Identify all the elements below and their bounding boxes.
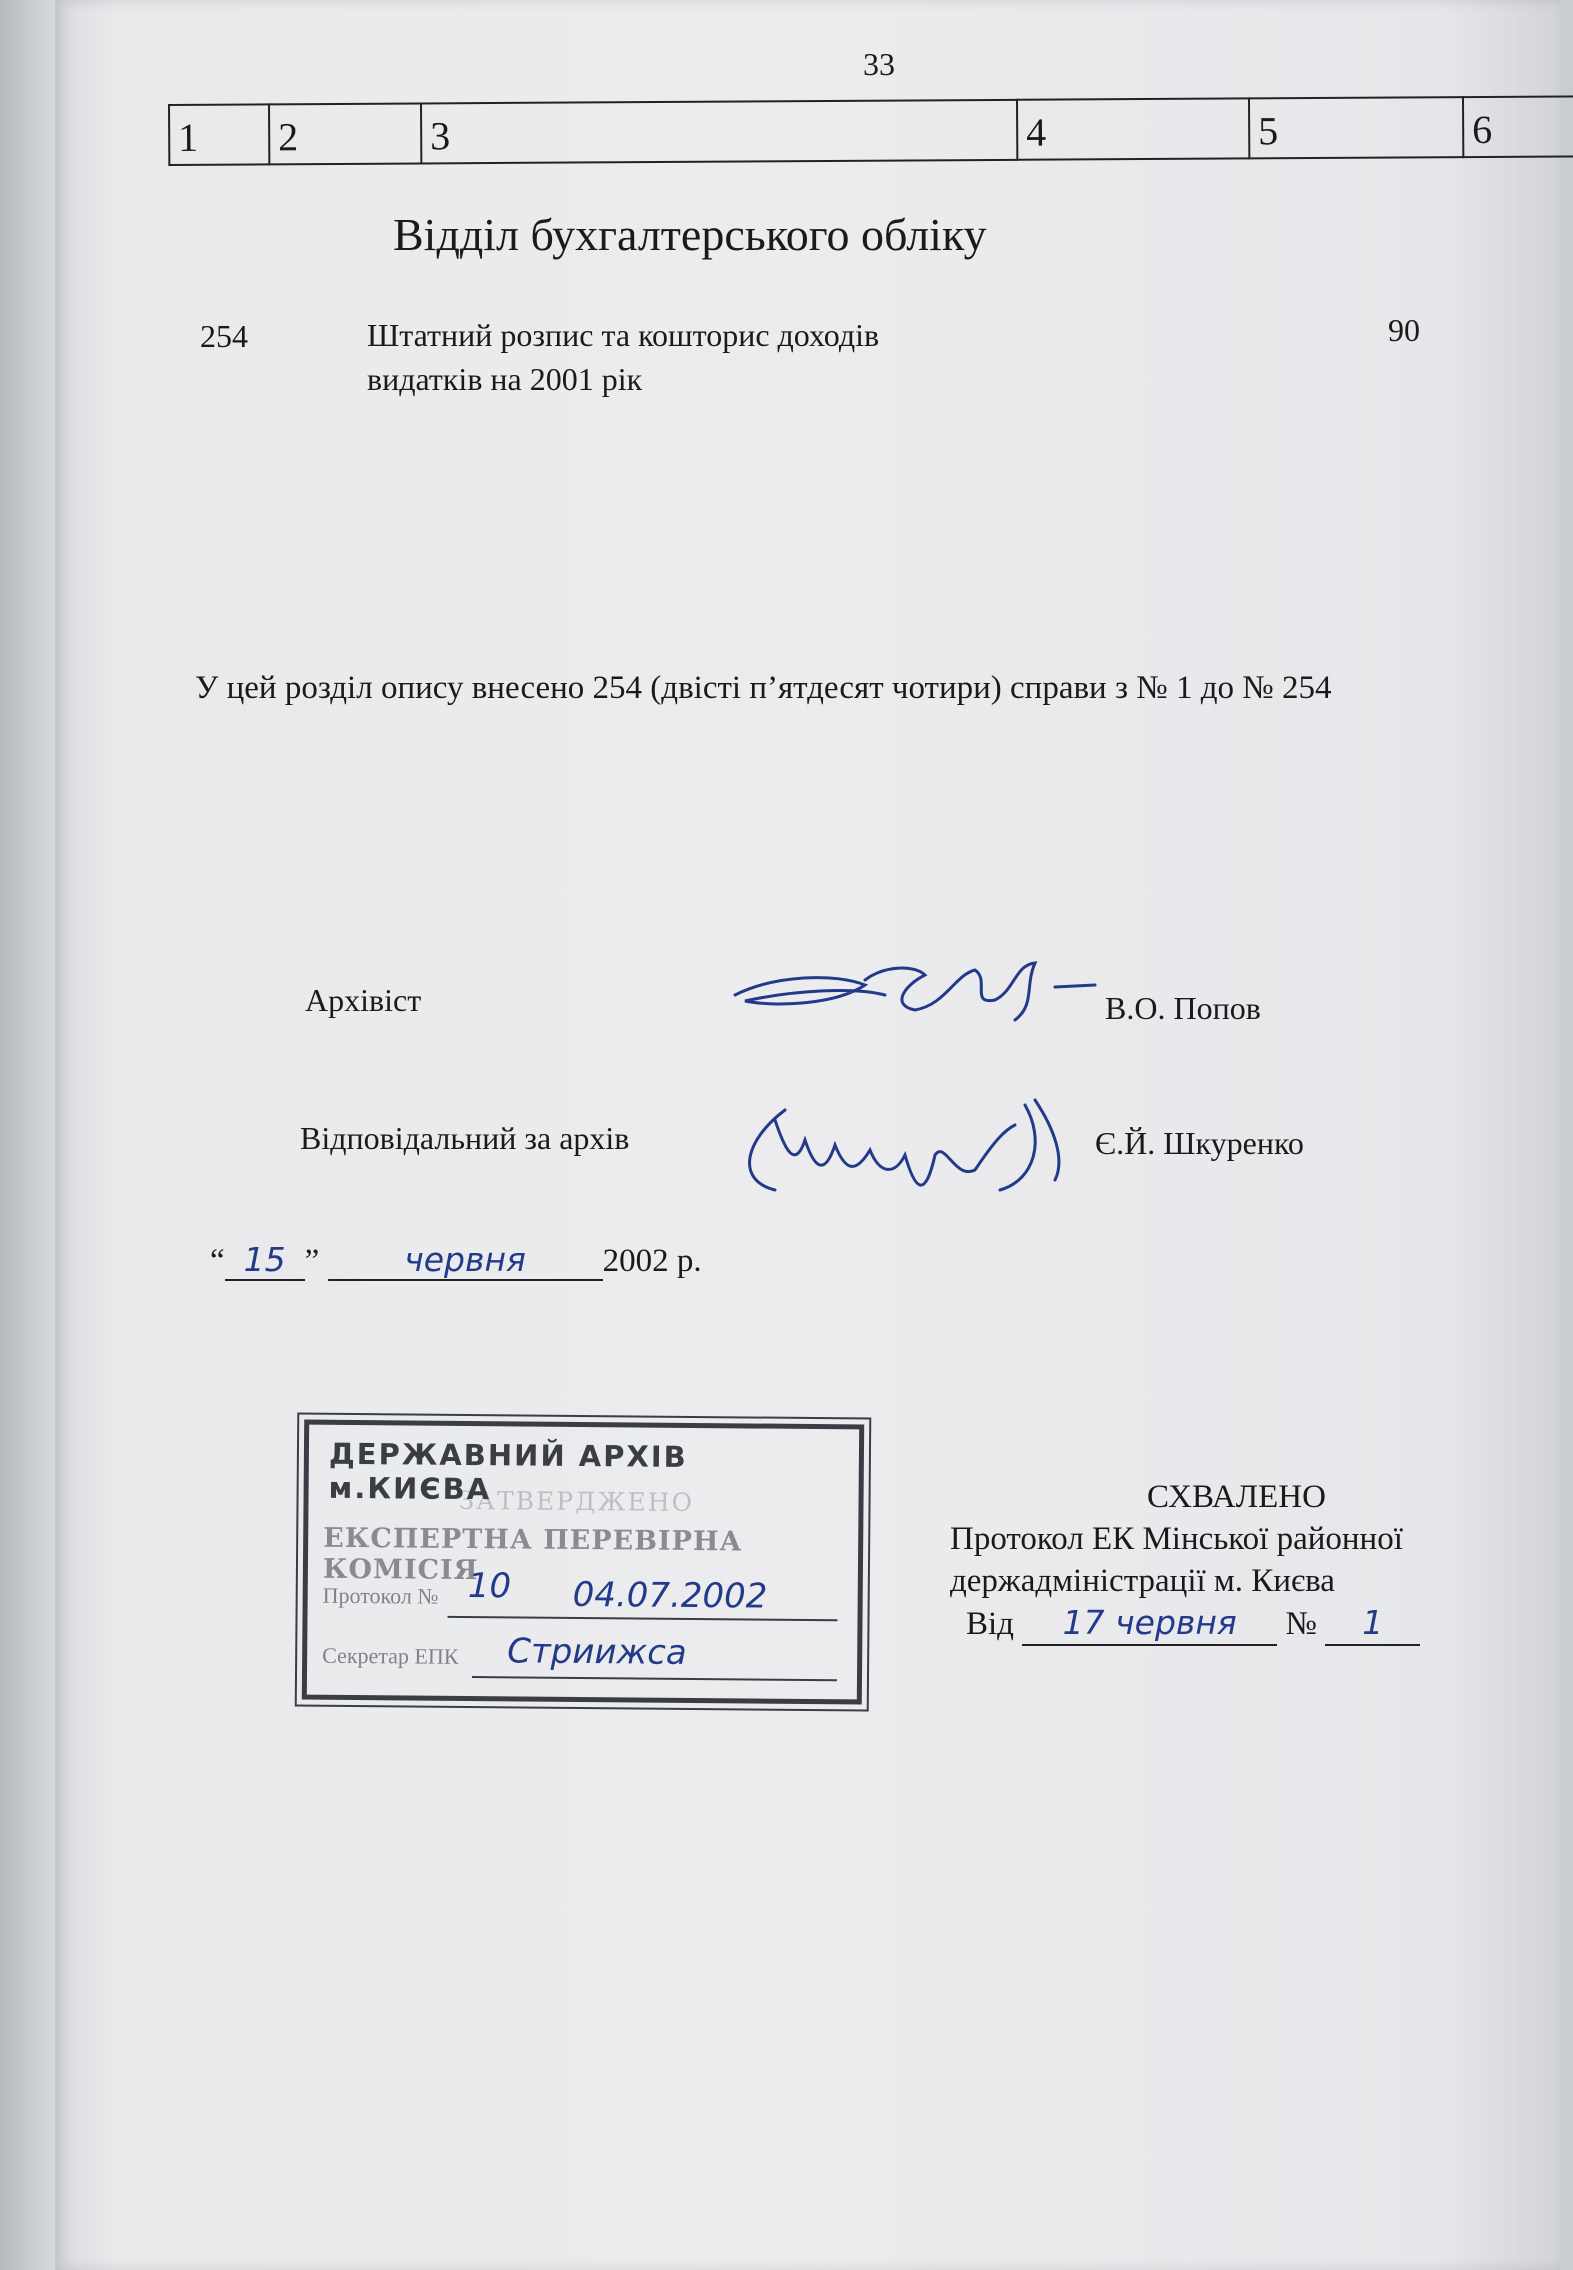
archivist-role: Архівіст — [305, 982, 422, 1018]
approval-number-value: 1 — [1325, 1602, 1420, 1646]
archivist-name: В.О. Попов — [1105, 990, 1261, 1026]
stamp-archive-name: ДЕРЖАВНИЙ АРХІВ м.КИЄВА — [328, 1436, 688, 1507]
date-line — [210, 1240, 702, 1281]
column-header-3: 3 — [421, 100, 1017, 164]
approval-from-date: 17 червня — [1022, 1602, 1277, 1646]
responsible-role: Відповідальний за архів — [300, 1120, 630, 1156]
entry-number: 254 — [200, 318, 248, 354]
stamp-protocol-label: Протокол № — [322, 1582, 439, 1609]
entry-title — [367, 313, 1067, 401]
column-header-6: 6 — [1463, 96, 1573, 157]
stamp-secretary-signature: Стриижса — [507, 1631, 687, 1673]
stamp-commission-label: ЕКСПЕРТНА ПЕРЕВІРНА КОМІСІЯ — [322, 1522, 743, 1587]
entry-quantity: 90 — [1388, 312, 1420, 348]
column-header-1: 1 — [169, 104, 269, 165]
column-header-4: 4 — [1017, 98, 1249, 159]
approval-from-label: Від — [966, 1606, 1014, 1642]
approval-title: СХВАЛЕНО — [1147, 1479, 1326, 1515]
column-header-2: 2 — [269, 103, 421, 164]
responsible-signature — [725, 1080, 1105, 1220]
column-header-5: 5 — [1249, 97, 1463, 158]
section-title: Відділ бухгалтерського обліку — [393, 209, 987, 260]
stamp-approved-label: ЗАТВЕРДЖЕНО — [458, 1485, 695, 1517]
responsible-name: Є.Й. Шкуренко — [1095, 1125, 1304, 1161]
archivist-signature — [715, 935, 1135, 1035]
date-month: червня — [328, 1240, 603, 1281]
column-header-table — [168, 95, 1573, 166]
archive-stamp — [302, 1420, 864, 1705]
stamp-protocol-number: 10 — [467, 1565, 512, 1607]
summary-statement: У цей розділ опису внесено 254 (двісті п’ятдесят чотири) справи з № 1 до № 254 — [195, 670, 1332, 706]
date-open-quote: “ — [210, 1243, 225, 1279]
approval-number-label: № — [1285, 1606, 1317, 1642]
approval-block — [950, 1476, 1420, 1646]
stamp-secretary-label: Секретар ЕПК — [322, 1642, 459, 1669]
stamp-protocol-date: 04.07.2002 — [572, 1574, 768, 1617]
stamp-secretary-underline — [472, 1676, 837, 1681]
date-close-quote: ” — [304, 1243, 320, 1279]
document-page — [55, 0, 1560, 2270]
approval-from-line — [950, 1602, 1420, 1646]
entry-title-line-2: видатків на 2001 рік — [367, 361, 643, 397]
approval-line-2: держадміністрації м. Києва — [950, 1563, 1335, 1599]
entry-title-line-1: Штатний розпис та кошторис доходів — [367, 317, 880, 353]
binding-fold — [0, 0, 60, 2270]
date-year: 2002 р. — [602, 1243, 702, 1279]
page-number: 33 — [863, 46, 895, 82]
approval-line-1: Протокол ЕК Мінської районної — [950, 1521, 1403, 1557]
date-day: 15 — [225, 1240, 305, 1281]
stamp-protocol-underline — [448, 1616, 838, 1621]
